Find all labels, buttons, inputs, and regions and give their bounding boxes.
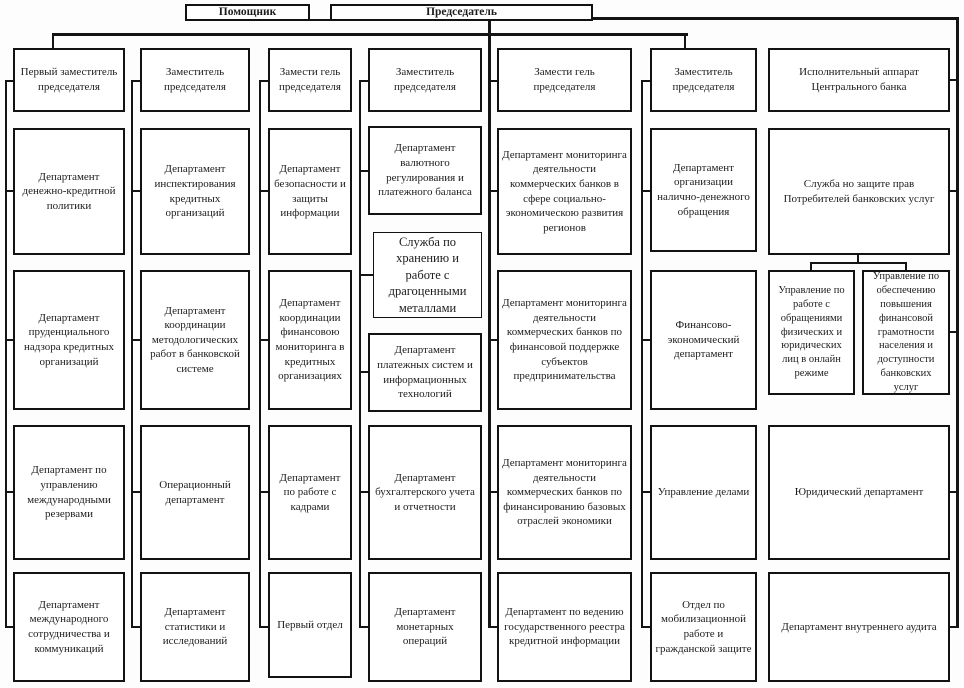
box-internal-audit-dept: Департамент внутреннего аудита <box>768 572 950 682</box>
box-dept-cash-circulation: Департамент организации налично-денежного обращения <box>650 128 757 252</box>
connector-line <box>488 626 497 628</box>
box-dept-currency-regulation: Департамент валютного регулирования и платежного баланса <box>368 126 482 215</box>
header-deputy-chairman-4: Заместитель председателя <box>368 48 482 112</box>
connector-line <box>131 626 140 628</box>
connector-line <box>131 491 140 493</box>
connector-line <box>488 21 491 628</box>
box-mobilization-civil-defense-division: Отдел по мобилизационной работе и гражданской защите <box>650 572 757 682</box>
box-dept-prudential-supervision: Департамент пруденциального надзора кредитных организаций <box>13 270 125 410</box>
connector-line <box>593 17 959 20</box>
connector-line <box>131 80 140 82</box>
connector-line <box>641 80 643 628</box>
box-dept-financial-monitoring-coordination: Департамент координации финансовою мониторинга в кредитных организациях <box>268 270 352 410</box>
connector-line <box>359 626 368 628</box>
connector-line <box>949 626 957 628</box>
box-dept-statistics-research: Департамент статистики и исследований <box>140 572 250 682</box>
connector-line <box>641 80 650 82</box>
header-deputy-chairman-6: Заместитель председателя <box>650 48 757 112</box>
connector-line <box>810 262 812 270</box>
box-online-appeals-directorate: Управление по работе с обращениями физических и юридических лиц в онлайн режиме <box>768 270 855 395</box>
connector-line <box>905 262 907 270</box>
connector-line <box>359 80 361 628</box>
box-dept-monetary-operations: Департамент монетарных операций <box>368 572 482 682</box>
connector-line <box>52 33 54 49</box>
connector-line <box>259 80 261 628</box>
box-dept-personnel: Департамент по работе с кадрами <box>268 425 352 560</box>
connector-line <box>949 331 957 333</box>
header-deputy-chairman-2: Заместитель председателя <box>140 48 250 112</box>
connector-line <box>949 79 957 81</box>
box-dept-international-reserves: Департамент по управлению международными резервами <box>13 425 125 560</box>
connector-line <box>131 190 140 192</box>
connector-line <box>684 33 686 49</box>
connector-line <box>949 190 957 192</box>
box-dept-security-info-protection: Департамент безопасности и защиты информации <box>268 128 352 255</box>
box-dept-monitoring-basic-industries: Департамент мониторинга деятельности коммерческих банков по финансированию базовых отраслей экономики <box>497 425 632 560</box>
connector-line <box>5 80 7 628</box>
chairman-box: Председатель <box>330 4 593 21</box>
box-financial-economic-dept: Финансово-экономический департамент <box>650 270 757 410</box>
box-dept-monitoring-regional-development: Департамент мониторинга деятельности коммерческих банков в сфере социально-экономическою развития регионов <box>497 128 632 255</box>
box-dept-monetary-credit-policy: Департамент денежно-кредитной политики <box>13 128 125 255</box>
header-executive-apparatus: Исполнительный аппарат Центрального банка <box>768 48 950 112</box>
assistant-box: Помощник <box>185 4 310 21</box>
box-administrative-office: Управление делами <box>650 425 757 560</box>
connector-line <box>359 274 373 276</box>
connector-line <box>131 80 133 628</box>
box-precious-metals-service: Служба по хранению и работе с драгоценными металлами <box>373 232 482 318</box>
connector-line <box>641 491 650 493</box>
connector-line <box>52 33 688 36</box>
connector-line <box>488 491 497 493</box>
connector-line <box>359 491 368 493</box>
connector-line <box>810 262 907 264</box>
connector-line <box>488 339 497 341</box>
connector-line <box>949 491 957 493</box>
connector-line <box>259 80 268 82</box>
box-financial-literacy-directorate: Управление по обеспечению повышения финансовой грамотности населения и доступности банковских услуг <box>862 270 950 395</box>
box-legal-dept: Юридический департамент <box>768 425 950 560</box>
box-dept-accounting-reporting: Департамент бухгалтерского учета и отчетности <box>368 425 482 560</box>
box-dept-credit-org-inspection: Департамент инспектирования кредитных организаций <box>140 128 250 255</box>
connector-line <box>641 626 650 628</box>
box-consumer-protection-service: Служба но защите прав Потребителей банковских услуг <box>768 128 950 255</box>
connector-line <box>359 80 368 82</box>
connector-line <box>5 339 13 341</box>
connector-line <box>259 491 268 493</box>
connector-line <box>488 190 497 192</box>
connector-line <box>5 190 13 192</box>
connector-line <box>5 80 13 82</box>
connector-line <box>956 17 959 628</box>
connector-line <box>5 626 13 628</box>
box-operations-dept: Операционный департамент <box>140 425 250 560</box>
header-first-deputy-chairman: Первый заместитель председателя <box>13 48 125 112</box>
connector-line <box>359 371 368 373</box>
connector-line <box>641 339 650 341</box>
connector-line <box>259 339 268 341</box>
box-dept-credit-registry: Департамент по ведению государственного реестра кредитной информации <box>497 572 632 682</box>
connector-line <box>131 339 140 341</box>
connector-line <box>259 626 268 628</box>
box-dept-payment-systems-it: Департамент платежных систем и информационных технологий <box>368 333 482 412</box>
connector-line <box>488 80 497 82</box>
connector-line <box>259 190 268 192</box>
box-dept-methodology-coordination: Департамент координации методологических работ в банковской системе <box>140 270 250 410</box>
header-deputy-chairman-5: Замести гель председателя <box>497 48 632 112</box>
box-dept-international-cooperation: Департамент международного сотрудничества и коммуникаций <box>13 572 125 682</box>
box-first-division: Первый отдел <box>268 572 352 678</box>
connector-line <box>359 170 368 172</box>
connector-line <box>5 491 13 493</box>
header-deputy-chairman-3: Замести гель председателя <box>268 48 352 112</box>
connector-line <box>641 190 650 192</box>
box-dept-monitoring-entrepreneurship-support: Департамент мониторинга деятельности коммерческих банков по финансовой поддержке субъектов предпринимательства <box>497 270 632 410</box>
